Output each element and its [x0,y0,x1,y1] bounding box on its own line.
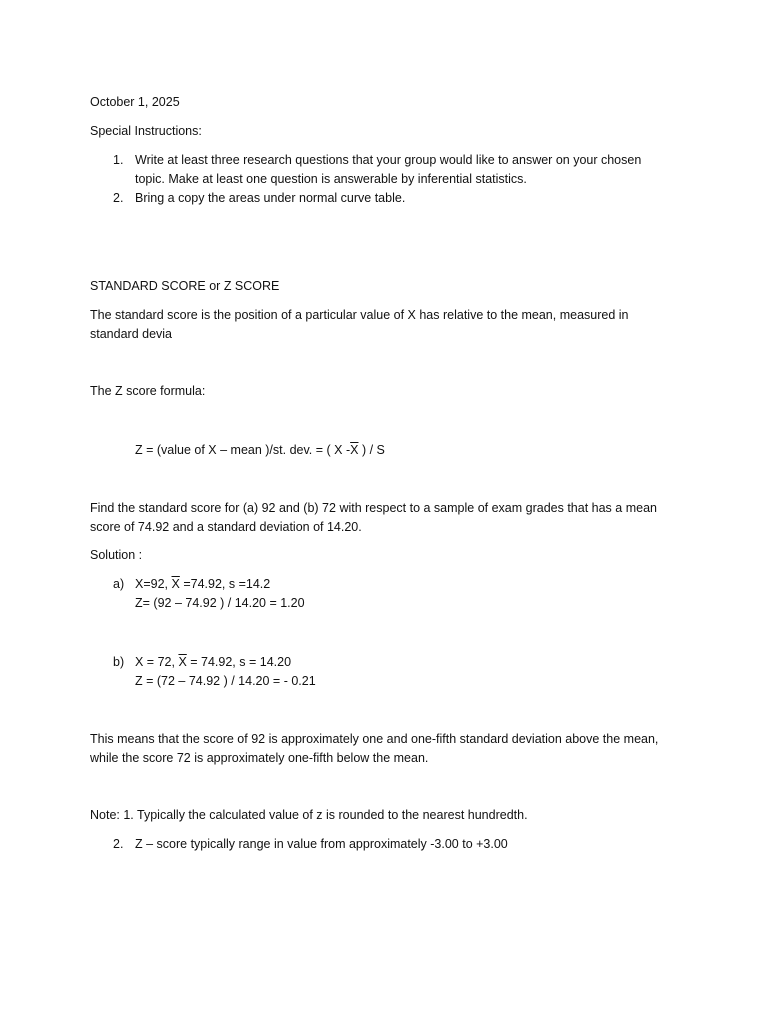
solution-a-given-post: =74.92, s =14.2 [179,577,271,591]
formula-xbar: $\overline{X}$ [350,443,359,457]
solution-a-label: a) [113,577,125,591]
instruction-1-line-2: topic. Make at least one question is answerable by inferential statistics. [135,172,527,186]
instruction-2-line-1: Bring a copy the areas under normal curve table. [135,191,406,205]
note-line-1: Note: 1. Typically the calculated value of z is rounded to the nearest hundredth. [90,808,528,822]
solution-label: Solution : [90,548,143,562]
definition-line-2: standard devia [90,327,173,341]
interpretation-line-2: while the score 72 is approximately one-fifth below the mean. [90,751,429,765]
solution-b-calc: Z = (72 – 74.92 ) / 14.20 = - 0.21 [135,674,316,688]
formula-label: The Z score formula: [90,384,206,398]
instructions-heading: Special Instructions: [90,124,202,138]
instruction-2-number: 2. [113,191,124,205]
definition-line-1: The standard score is the position of a particular value of X has relative to the mean, measured in [90,308,629,322]
solution-a-xbar: $\overline{X}$ [171,577,180,591]
instruction-1-number: 1. [113,153,124,167]
instruction-1-line-1: Write at least three research questions that your group would like to answer on your chosen [135,153,642,167]
formula-left: Z = (value of X – mean )/st. dev. = ( X - [135,443,351,457]
problem-line-1: Find the standard score for (a) 92 and (b) 72 with respect to a sample of exam grades that has a mean [90,501,657,515]
document-date: October 1, 2025 [90,95,180,109]
section-title: STANDARD SCORE or Z SCORE [90,279,280,293]
z-score-formula [135,442,385,458]
solution-b-given [135,654,291,670]
solution-a-calc: Z= (92 – 74.92 ) / 14.20 = 1.20 [135,596,305,610]
solution-b-label: b) [113,655,125,669]
formula-right: ) / S [358,443,385,457]
problem-line-2: score of 74.92 and a standard deviation of 14.20. [90,520,362,534]
solution-a-given-pre: X=92, [135,577,172,591]
interpretation-line-1: This means that the score of 92 is approximately one and one-fifth standard deviation above the mean, [90,732,659,746]
note-item-2-text: Z – score typically range in value from approximately -3.00 to +3.00 [135,837,508,851]
note-item-2-number: 2. [113,837,124,851]
solution-b-given-pre: X = 72, [135,655,179,669]
solution-b-xbar: $\overline{X}$ [178,655,187,669]
solution-a-given [135,576,270,592]
solution-b-given-post: = 74.92, s = 14.20 [186,655,292,669]
